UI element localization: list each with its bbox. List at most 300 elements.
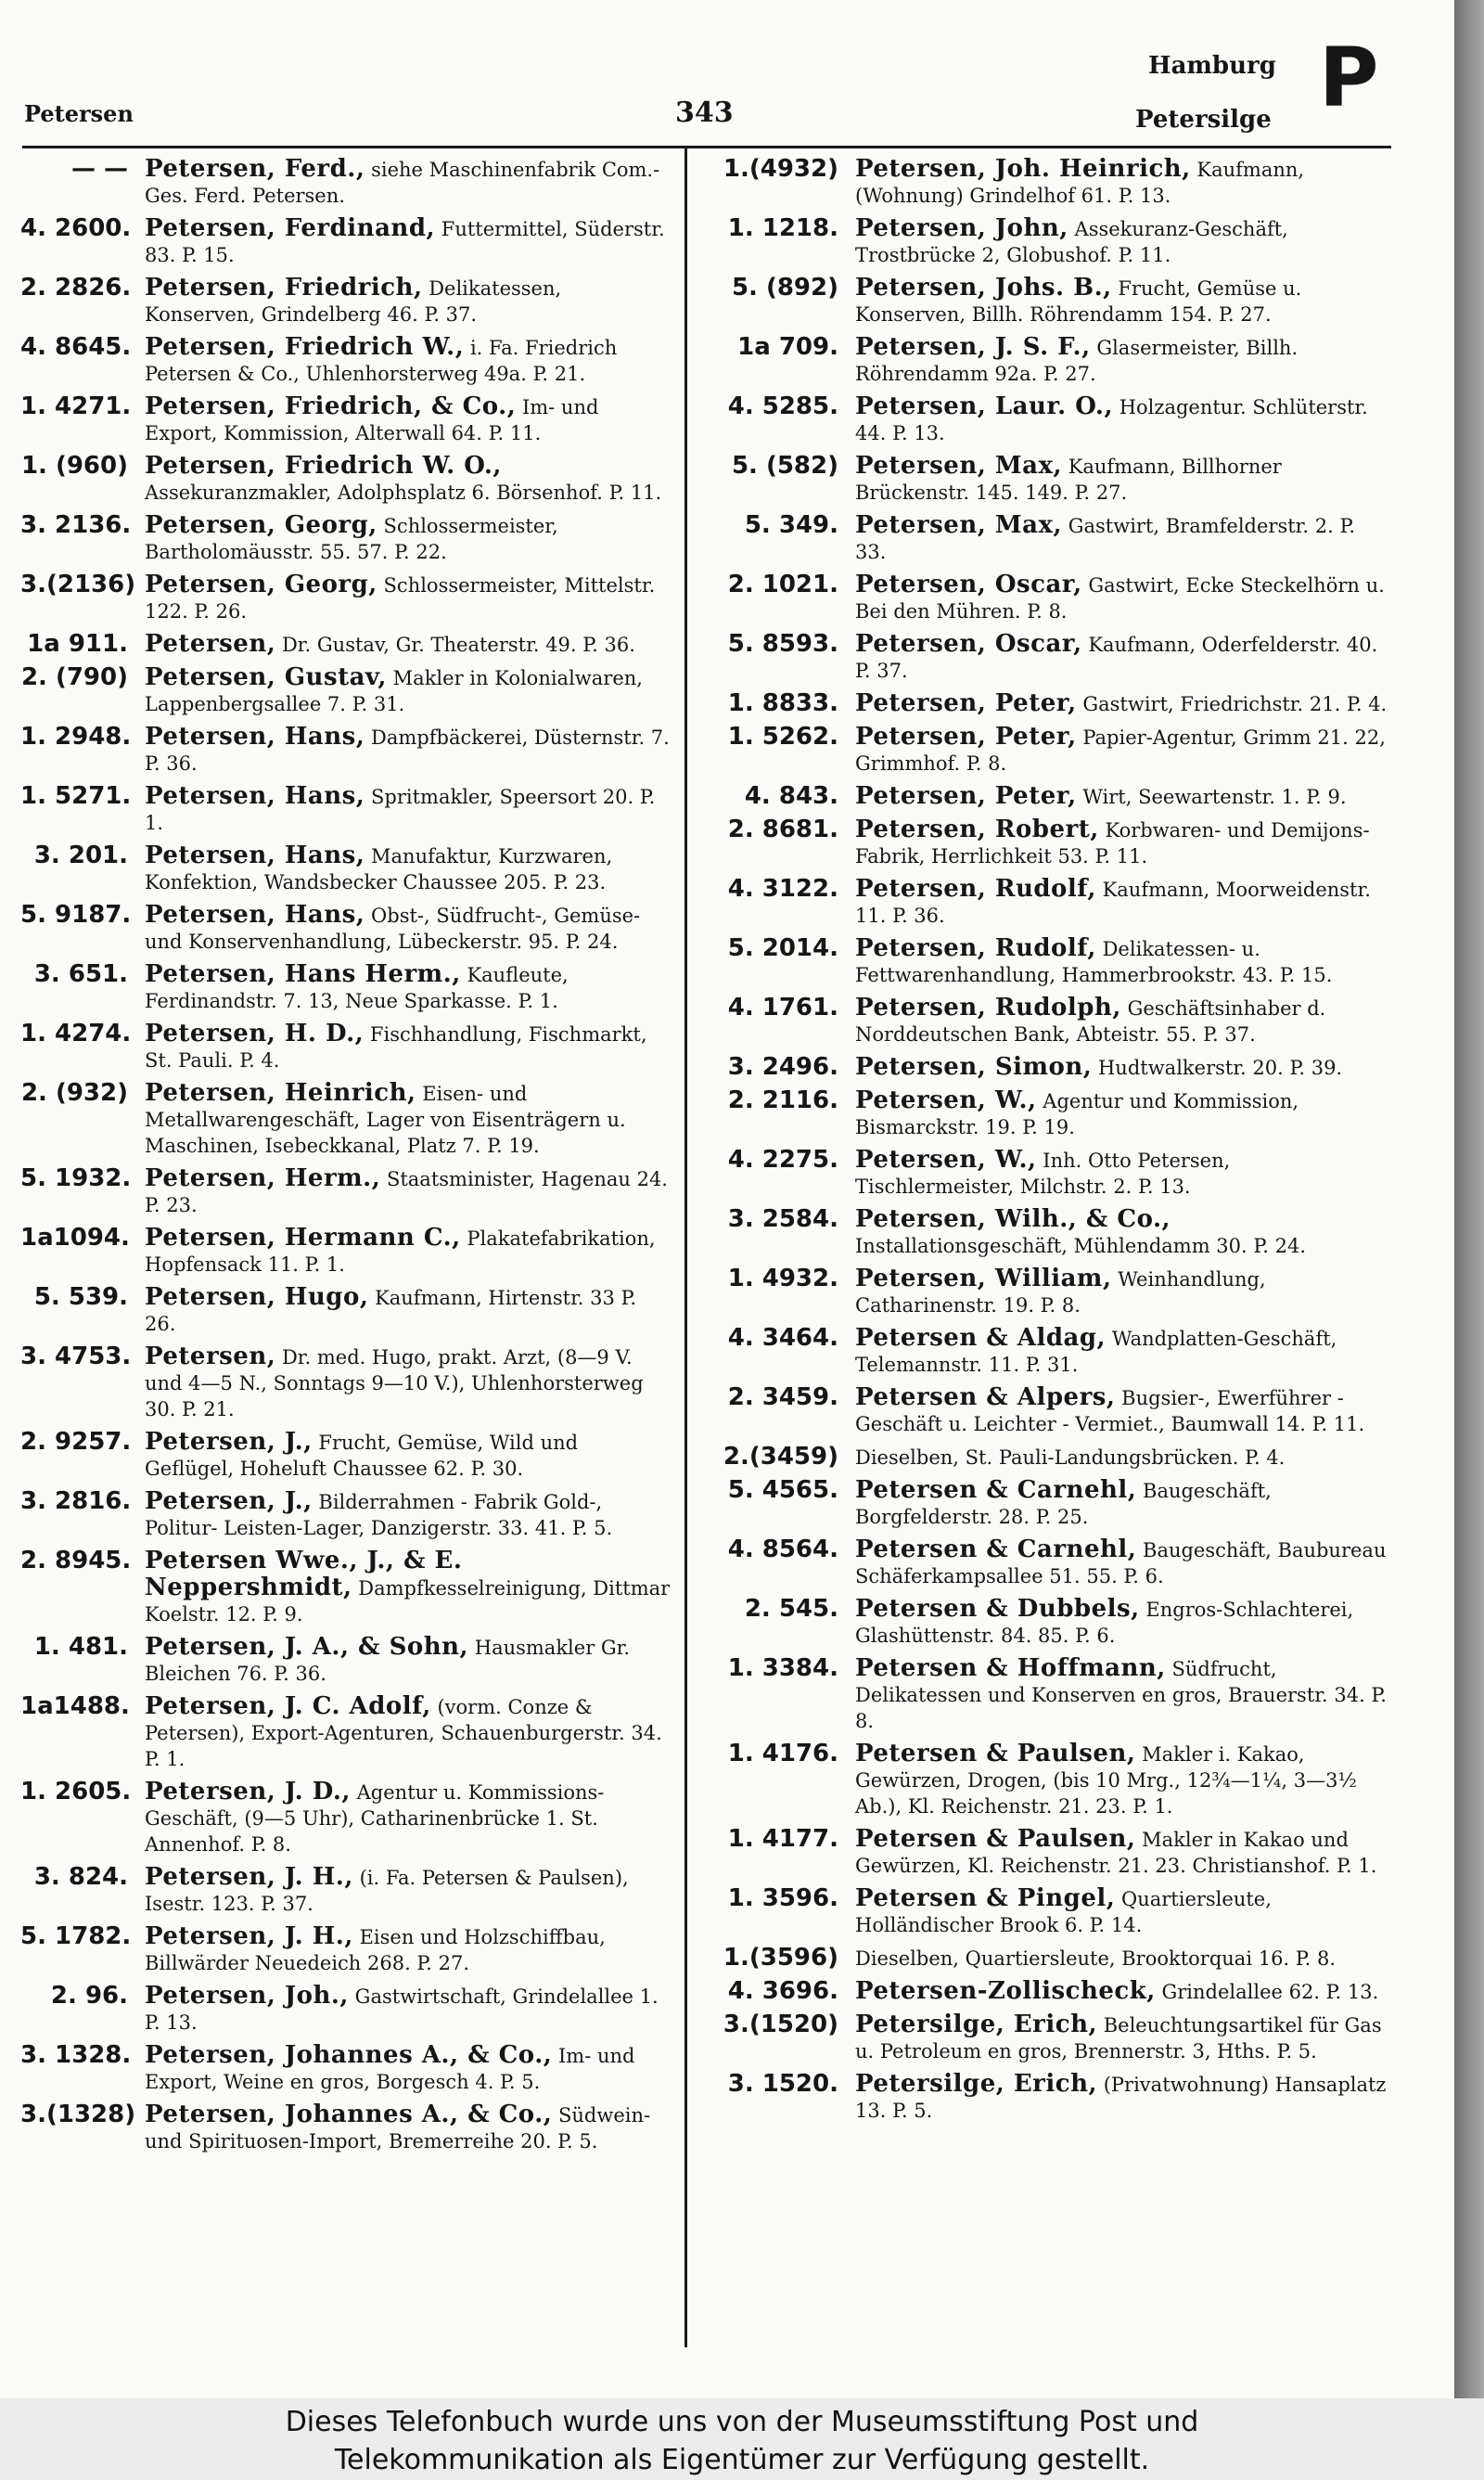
entry-description: Holzagentur. Schlüterstr. 44. P. 13. [855,396,1368,444]
entry-name: Petersen, Peter, [855,723,1077,751]
entry-name: Petersen, J. A., & Sohn, [145,1633,469,1661]
phone-number: 1. 4274. [20,1020,132,1047]
directory-entry [705,215,1388,268]
entry-body [128,1343,672,1422]
entry-name: Petersen, W., [855,1086,1037,1114]
entry-description: Frucht, Gemüse u. Konserven, Billh. Röhrendamm 154. P. 27. [855,277,1302,326]
phone-number: 1. (960) [20,452,128,480]
directory-entry [705,1826,1388,1879]
entry-description: Delikatessen- u. Fettwarenhandlung, Hammerbrookstr. 43. P. 15. [855,938,1333,986]
entry-description: Kaufmann, Billhorner Brückenstr. 145. 149. P. 27. [855,456,1282,504]
phone-number: 4. 3122. [727,875,838,903]
header-rule [22,146,1391,148]
directory-entry [20,1080,672,1159]
entry-description: Im- und Export, Weine en gros, Borgesch 4. P. 5. [145,2045,635,2093]
phone-number: 5. 9187. [20,901,132,929]
phone-number: 2. 2116. [727,1086,838,1114]
entry-description: Bugsier-, Ewerführer - Geschäft u. Leichter - Vermiet., Baumwall 14. P. 11. [855,1387,1365,1435]
phone-number: 3. 201. [33,842,128,869]
entry-description: Quartiersleute, Holländischer Brook 6. P. 14. [855,1888,1272,1936]
entry-name: Petersen, Rudolph, [855,994,1121,1022]
directory-entry [705,1477,1388,1530]
directory-entry [705,334,1388,387]
phone-number: 2. 545. [744,1595,838,1623]
phone-number: 1. 4176. [727,1740,838,1767]
entry-name: Petersen, Joh., [145,1982,349,2010]
entry-name: Petersen, Hans, [145,723,365,751]
phone-number: 4. 3464. [727,1324,838,1352]
entry-name: Petersen, Johannes A., & Co., [145,2041,553,2069]
directory-entry [705,1325,1388,1378]
entry-description: siehe Maschinenfabrik Com.-Ges. Ferd. Petersen. [145,159,660,207]
directory-entry [20,902,672,955]
directory-entry [20,572,672,624]
entry-description: Kaufmann, Moorweidenstr. 11. P. 36. [855,879,1371,927]
directory-entry [705,1655,1388,1734]
entry-description: Bilderrahmen - Fabrik Gold-, Politur- Leisten-Lager, Danzigerstr. 33. 41. P. 5. [145,1491,613,1539]
entry-name: Petersen, Georg, [145,571,377,598]
directory-entry [20,1343,672,1422]
phone-number: 3. 4753. [20,1343,132,1370]
phone-number: 1.(3596) [723,1944,838,1972]
directory-entry [705,935,1388,988]
phone-number: 1a 911. [27,630,128,658]
entry-body [838,156,1388,209]
entry-description: Gastwirt, Bramfelderstr. 2. P. 33. [855,515,1356,563]
entry-description: Baugeschäft, Borgfelderstr. 28. P. 25. [855,1480,1272,1528]
entry-description: Manufaktur, Kurzwaren, Konfektion, Wandsbecker Chaussee 205. P. 23. [145,845,613,893]
entry-description: Kaufmann, Oderfelderstr. 40. P. 37. [855,634,1378,682]
section-letter: P [1319,30,1379,125]
entry-name: Petersen, Max, [855,452,1063,480]
entry-body [838,2071,1388,2124]
phone-number: 4. 5285. [727,392,838,420]
entry-description: Frucht, Gemüse, Wild und Geflügel, Hoheluft Chaussee 62. P. 30. [145,1432,579,1480]
entry-name: Petersen, Max, [855,511,1063,539]
entry-description: Kaufmann, Hirtenstr. 33 P. 26. [145,1287,637,1335]
entry-body [838,1384,1388,1437]
phone-number: 3.(1520) [723,2011,838,2038]
directory-entry [705,995,1388,1047]
entry-name: Petersen, Peter, [855,689,1077,717]
entry-body [838,1147,1388,1200]
directory-entry [20,275,672,328]
entry-body [128,453,672,506]
left-column [20,156,672,2161]
entry-description: Makler in Kakao und Gewürzen, Kl. Reichenstr. 21. 23. Christianshof. P. 1. [855,1829,1377,1877]
entry-body [128,1864,672,1917]
directory-entry [705,453,1388,506]
entry-description: Gastwirt, Ecke Steckelhörn u. Bei den Mühren. P. 8. [855,574,1385,623]
entry-description: Installationsgeschäft, Mühlendamm 30. P. 24. [855,1235,1307,1257]
phone-number: 5. 1932. [20,1164,132,1192]
phone-number: 2. 9257. [20,1428,132,1456]
entry-name: Petersen, Peter, [855,782,1077,810]
entry-name: Petersen, Friedrich W., [145,333,465,361]
phone-number: 1. 2605. [20,1778,132,1805]
entry-name: Petersen & Pingel, [855,1884,1116,1912]
directory-entry [705,1087,1388,1140]
entry-body [838,512,1388,565]
phone-number: 5. 4565. [727,1476,838,1504]
entry-description: Delikatessen, Konserven, Grindelberg 46. P. 37. [145,277,562,326]
entry-body [838,631,1388,684]
directory-entry [705,512,1388,565]
phone-number: 5. 8593. [727,630,838,658]
directory-entry [20,1779,672,1857]
directory-entry [20,1429,672,1482]
entry-body [838,995,1388,1047]
phone-number: 3. 1328. [20,2041,132,2069]
directory-entry [20,724,672,777]
entry-body [838,1945,1388,1972]
directory-entry [20,1983,672,2036]
entry-description: Inh. Otto Petersen, Tischlermeister, Milchstr. 2. P. 13. [855,1150,1231,1198]
page-edge [1454,0,1484,2398]
entry-description: Dr. Gustav, Gr. Theaterstr. 49. P. 36. [281,634,635,656]
directory-entry [20,1548,672,1627]
entry-description: i. Fa. Friedrich Petersen & Co., Uhlenhorsterweg 49a. P. 21. [145,337,618,385]
header-right-keyword: Petersilge [1135,106,1272,134]
entry-name: Petersen & Carnehl, [855,1536,1137,1563]
entry-description: Eisen- und Metallwarengeschäft, Lager von Eisenträgern u. Maschinen, Isebeckkanal, Platz 7. P. 19. [145,1083,626,1157]
entry-description: Assekuranz-Geschäft, Trostbrücke 2, Globushof. P. 11. [855,218,1288,266]
entry-name: Petersen, [145,1343,276,1370]
entry-name: Petersen, Oscar, [855,571,1082,598]
right-column [705,156,1388,2130]
entry-description: (Privatwohnung) Hansaplatz 13. P. 5. [855,2074,1387,2122]
directory-entry [705,2071,1388,2124]
directory-entry [20,1488,672,1541]
entry-name: Petersilge, Erich, [855,2011,1098,2038]
directory-entry [705,690,1388,717]
phone-number: 1a1094. [20,1224,130,1252]
directory-entry [20,215,672,268]
entry-description: (i. Fa. Petersen & Paulsen), Isestr. 123. P. 37. [145,1867,629,1915]
footer-line-1: Dieses Telefonbuch wurde uns von der Museumsstiftung Post und [285,2406,1199,2438]
directory-entry [20,1165,672,1218]
phone-number: 1. 2948. [20,723,132,751]
phone-number: 1. 481. [33,1633,128,1661]
entry-name: Petersen & Carnehl, [855,1476,1137,1504]
entry-name: Petersen, William, [855,1265,1112,1292]
entry-name: Petersen, Friedrich, [145,274,423,302]
entry-description: Agentur u. Kommissions-Geschäft, (9—5 Uhr), Catharinenbrücke 1. St. Annenhof. P. 8. [145,1781,605,1856]
entry-body [838,1741,1388,1819]
phone-number: 3. 2584. [727,1205,838,1233]
entry-description: Fischhandlung, Fischmarkt, St. Pauli. P. 4. [145,1023,647,1072]
directory-entry [705,631,1388,684]
entry-body [838,1206,1388,1259]
entry-description: Futtermittel, Süderstr. 83. P. 15. [145,218,665,266]
entry-body [128,1983,672,2036]
entry-description: Glasermeister, Billh. Röhrendamm 92a. P. 27. [855,337,1298,385]
directory-entry [705,876,1388,929]
entry-name: Petersen, Wilh., & Co., [855,1205,1171,1233]
entry-name: Petersen, John, [855,214,1068,242]
phone-number: 1. 1218. [727,214,838,242]
directory-entry [20,2042,672,2095]
entry-body [128,902,672,955]
entry-description: Grindelallee 62. P. 13. [1161,1981,1379,2003]
directory-entry [20,783,672,836]
entry-body [128,2101,672,2154]
phone-number: 3. 1520. [727,2070,838,2098]
entry-body [838,1266,1388,1318]
phone-number: 1a1488. [20,1692,130,1720]
column-divider [684,148,687,2347]
directory-entry [705,1945,1388,1972]
entry-name: Petersen & Dubbels, [855,1595,1140,1623]
phone-number: 2. 8681. [727,816,838,843]
phone-number: 5. 539. [33,1283,128,1311]
phone-number: 1. 4271. [20,392,132,420]
entry-body [838,393,1388,446]
entry-name: Petersen, Laur. O., [855,392,1114,420]
directory-entry [20,1923,672,1976]
entry-body [838,876,1388,929]
phone-number: 2. (932) [20,1079,128,1107]
directory-entry [705,783,1388,810]
entry-name: Petersen, Friedrich, & Co., [145,392,517,420]
entry-name: Petersen, Hugo, [145,1283,369,1311]
directory-entry [705,156,1388,209]
phone-number: 4. 8564. [727,1536,838,1563]
entry-name: Petersen, Gustav, [145,663,387,691]
entry-name: Petersen, J. D., [145,1778,351,1805]
directory-entry [705,2011,1388,2064]
directory-entry [20,453,672,506]
directory-entry [705,1147,1388,1200]
directory-entry [705,1536,1388,1589]
phone-number: 4. 3696. [727,1977,838,2005]
entry-name: Petersilge, Erich, [855,2070,1098,2098]
entry-description: Assekuranzmakler, Adolphsplatz 6. Börsenhof. P. 11. [145,482,662,504]
entry-description: Südfrucht, Delikatessen und Konserven en gros, Brauerstr. 34. P. 8. [855,1658,1387,1732]
directory-entry [705,816,1388,869]
phone-number: 4. 843. [744,782,838,810]
entry-description: Kaufleute, Ferdinandstr. 7. 13, Neue Sparkasse. P. 1. [145,964,569,1012]
entry-description: Staatsminister, Hagenau 24. P. 23. [145,1168,668,1216]
entry-name: Petersen, J., [145,1487,313,1515]
entry-name: Petersen, Johs. B., [855,274,1112,302]
entry-description: Südwein- und Spirituosen-Import, Bremerreihe 20. P. 5. [145,2104,651,2152]
phone-number: — — [70,155,128,183]
entry-body [838,1536,1388,1589]
directory-entry [705,1596,1388,1649]
entry-name: Petersen, Robert, [855,816,1099,843]
entry-description: Dr. med. Hugo, prakt. Arzt, (8—9 V. und 4—5 N., Sonntags 9—10 V.), Uhlenhorsterweg 30. P. 21. [145,1346,644,1420]
entry-body [128,275,672,328]
entry-name: Petersen, J. S. F., [855,333,1091,361]
directory-entry [705,1266,1388,1318]
entry-name: Petersen, J. H., [145,1863,353,1891]
entry-name: Petersen, Hans, [145,842,365,869]
directory-entry [20,512,672,565]
entry-description: Baugeschäft, Baubureau Schäferkampsallee 51. 55. P. 6. [855,1539,1387,1587]
phone-number: 5. (892) [731,274,838,302]
entry-body [128,156,672,209]
directory-entry [20,664,672,717]
entry-body [128,1429,672,1482]
phone-number: 2. 1021. [727,571,838,598]
entry-name: Petersen, Ferd., [145,155,365,183]
entry-description: Eisen und Holzschiffbau, Billwärder Neuedeich 268. P. 27. [145,1926,606,1974]
entry-description: Hausmakler Gr. Bleichen 76. P. 36. [145,1637,631,1685]
entry-name: Petersen, Simon, [855,1053,1093,1081]
phone-number: 5. (582) [731,452,838,480]
phone-number: 1. 5271. [20,782,132,810]
entry-name: Petersen & Hoffmann, [855,1654,1166,1682]
entry-name: Petersen, Hans, [145,901,365,929]
entry-name: Petersen & Paulsen, [855,1740,1136,1767]
directory-entry [20,393,672,446]
header-left-keyword: Petersen [24,100,134,127]
directory-entry [20,1021,672,1073]
phone-number: 5. 1782. [20,1922,132,1950]
entry-description: Weinhandlung, Catharinenstr. 19. P. 8. [855,1268,1266,1317]
entry-body [128,215,672,268]
phone-number: 3. 824. [33,1863,128,1891]
phone-number: 2. 3459. [727,1383,838,1411]
entry-body [128,1225,672,1278]
entry-body [838,1596,1388,1649]
entry-body [838,1444,1388,1471]
entry-description: Hudtwalkerstr. 20. P. 39. [1097,1057,1343,1079]
phone-number: 1. 8833. [727,689,838,717]
entry-body [128,842,672,895]
entry-name: Petersen, [145,630,276,658]
directory-entry [20,1693,672,1772]
entry-description: Plakatefabrikation, Hopfensack 11. P. 1. [145,1227,656,1276]
entry-name: Petersen, Ferdinand, [145,214,436,242]
entry-description: Engros-Schlachterei, Glashüttenstr. 84. 85. P. 6. [855,1599,1354,1647]
entry-description: Wandplatten-Geschäft, Telemannstr. 11. P. 31. [855,1328,1337,1376]
entry-body [128,1548,672,1627]
entry-body [128,572,672,624]
entry-name: Petersen, H. D., [145,1020,365,1047]
entry-body [838,690,1388,717]
phone-number: 1a 709. [737,333,838,361]
entry-body [838,783,1388,810]
phone-number: 1. 5262. [727,723,838,751]
entry-description: Gastwirt, Friedrichstr. 21. P. 4. [1082,693,1388,715]
directory-entry [20,1225,672,1278]
entry-body [128,1923,672,1976]
entry-description: Wirt, Seewartenstr. 1. P. 9. [1082,786,1347,808]
entry-name: Petersen & Paulsen, [855,1825,1136,1853]
entry-description: Gastwirtschaft, Grindelallee 1. P. 13. [145,1985,659,2034]
directory-entry [20,961,672,1014]
entry-body [128,1693,672,1772]
phone-number: 2. 8945. [20,1547,132,1574]
directory-entry [20,156,672,209]
entry-body [128,1165,672,1218]
entry-body [838,334,1388,387]
entry-name: Petersen, Herm., [145,1164,381,1192]
entry-body [128,1634,672,1687]
directory-entry [705,1206,1388,1259]
directory-entry [20,1634,672,1687]
directory-entry [20,1284,672,1337]
entry-name: Petersen, Georg, [145,511,377,539]
directory-entry [705,1384,1388,1437]
entry-description: Schlossermeister, Mittelstr. 122. P. 26. [145,574,656,623]
entry-name: Petersen, J., [145,1428,313,1456]
phone-number: 3.(2136) [20,571,136,598]
directory-entry [705,1444,1388,1471]
directory-entry [705,572,1388,624]
entry-body [838,2011,1388,2064]
phone-number: 2. 96. [50,1982,128,2010]
entry-description: Korbwaren- und Demijons-Fabrik, Herrlichkeit 53. P. 11. [855,819,1370,867]
phone-number: 4. 2275. [727,1146,838,1174]
directory-entry [705,1741,1388,1819]
entry-body [128,1488,672,1541]
phone-number: 3. 2136. [20,511,132,539]
directory-entry [705,1885,1388,1938]
entry-name: Petersen, J. C. Adolf, [145,1692,431,1720]
phone-number: 1. 3596. [727,1884,838,1912]
entry-body [128,393,672,446]
phone-number: 2. 2826. [20,274,132,302]
phone-number: 4. 1761. [727,994,838,1022]
phone-number: 3. 651. [33,960,128,988]
page-number: 343 [675,96,734,129]
phone-number: 1. 4177. [727,1825,838,1853]
entry-name: Petersen Wwe., J., & E. Neppershmidt, [145,1547,463,1601]
phone-number: 2. (790) [20,663,128,691]
entry-body [128,334,672,387]
entry-body [128,664,672,717]
entry-name: Petersen, Hermann C., [145,1224,461,1252]
entry-description: Agentur und Kommission, Bismarckstr. 19. P. 19. [855,1090,1299,1138]
entry-body [128,1080,672,1159]
phone-number: 3.(1328) [20,2101,136,2128]
header-city: Hamburg [1148,52,1276,80]
entry-name: Petersen, Heinrich, [145,1079,416,1107]
directory-entry [20,842,672,895]
directory-entry [20,2101,672,2154]
entry-name: Petersen, J. H., [145,1922,353,1950]
directory-entry [705,393,1388,446]
entry-name: Petersen, Hans, [145,782,365,810]
entry-description: Dampfkesselreinigung, Dittmar Koelstr. 12. P. 9. [145,1577,671,1625]
entry-name: Petersen & Alpers, [855,1383,1116,1411]
entry-description: Im- und Export, Kommission, Alterwall 64. P. 11. [145,396,599,444]
entry-description: Obst-, Südfrucht-, Gemüse- und Konservenhandlung, Lübeckerstr. 95. P. 24. [145,905,641,953]
entry-name: Petersen, Johannes A., & Co., [145,2101,553,2128]
entry-description: (vorm. Conze & Petersen), Export-Agenturen, Schauenburgerstr. 34. P. 1. [145,1696,662,1770]
entry-body [128,631,672,658]
entry-body [838,275,1388,328]
entry-description: Makler in Kolonialwaren, Lappenbergsallee 7. P. 31. [145,667,643,715]
phone-number: 1. 4932. [727,1265,838,1292]
footer-notice [0,2398,1484,2480]
entry-name: Petersen, Rudolf, [855,875,1096,903]
entry-body [128,2042,672,2095]
entry-body [838,935,1388,988]
directory-entry [705,275,1388,328]
entry-description: Spritmakler, Speersort 20. P. 1. [145,786,656,834]
entry-description: Dieselben, Quartiersleute, Brooktorquai 16. P. 8. [855,1947,1337,1970]
phone-number: 2.(3459) [723,1443,838,1471]
entry-description: Dampfbäckerei, Düsternstr. 7. P. 36. [145,726,670,775]
entry-name: Petersen, W., [855,1146,1037,1174]
entry-description: Beleuchtungsartikel für Gas u. Petroleum en gros, Brennerstr. 3, Hths. P. 5. [855,2014,1382,2062]
entry-body [128,1284,672,1337]
entry-body [838,1325,1388,1378]
